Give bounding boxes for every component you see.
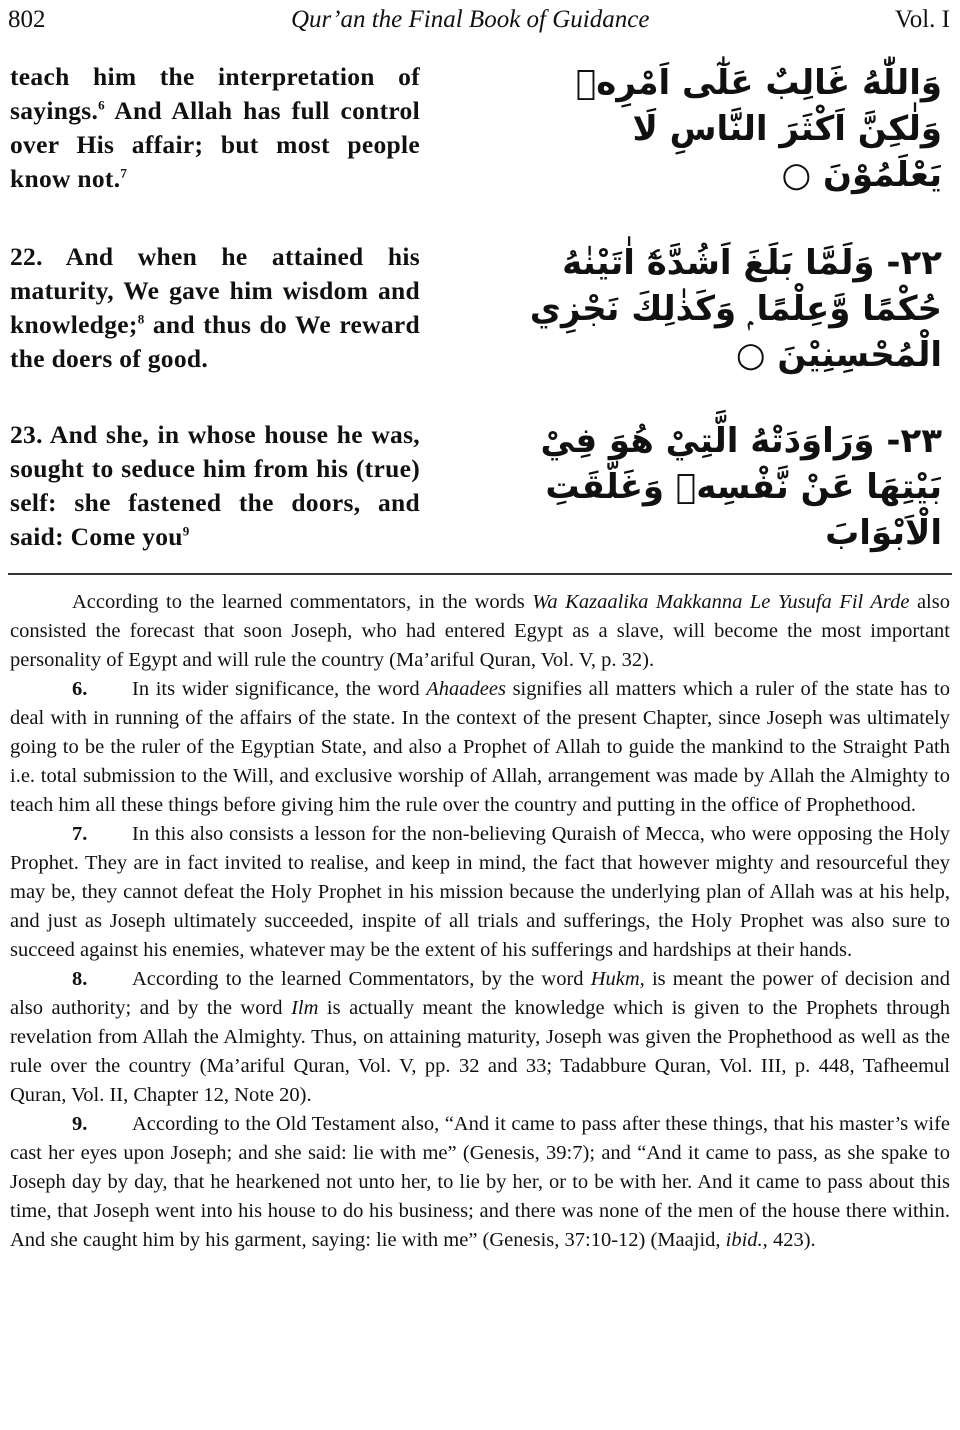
- arabic-verse: ٢٢- وَلَمَّا بَلَغَ اَشُدَّهٗٓ اٰتَيْنٰهُ حُكْمًا وَّعِلْمًا ۭ وَكَذٰلِكَ نَجْزِي الْمُحْسِنِيْنَ ○: [529, 243, 942, 375]
- verse-text: And Allah has full control over His affair; but most people know not.: [10, 96, 420, 193]
- page-header: [8, 0, 950, 40]
- footnote-intro: [10, 588, 950, 675]
- footnote-ref: 7: [120, 165, 128, 181]
- verse-text: 23. And she, in whose house he was, sought to seduce him from his (true) self: she fastened the doors, and said: Come you: [10, 420, 420, 551]
- note-text: In its wider significance, the word: [132, 678, 427, 700]
- footnote-ref: 6: [98, 97, 105, 113]
- footnote-7: [10, 820, 950, 965]
- verse-block: [10, 240, 950, 418]
- footnote-9: [10, 1110, 950, 1255]
- note-text: 423).: [767, 1229, 816, 1251]
- note-term: Ilm: [291, 997, 319, 1019]
- footnote-number: 7.: [72, 823, 88, 845]
- footnote-6: [10, 675, 950, 820]
- footnote-ref: 8: [137, 311, 145, 327]
- verse-translation: [10, 240, 420, 418]
- verse-translation: [10, 60, 420, 220]
- footnote-8: [10, 965, 950, 1110]
- verse-block: [10, 418, 950, 588]
- verse-text: 22. And when he attained his maturity, We gave him wisdom and knowledge;: [10, 242, 420, 339]
- book-title: Qur’an the Final Book of Guidance: [290, 6, 650, 33]
- verse-translation: [10, 418, 420, 588]
- note-term: Wa Kazaalika Makkanna Le Yusufa Fil Arde: [532, 591, 910, 613]
- verse-block: [10, 60, 950, 220]
- note-term: Hukm,: [590, 968, 645, 990]
- note-text: is actually meant the knowledge which is given to the Prophets through revelation from Allah the Almighty. Thus, on attaining maturity, Joseph was given the Prophethood as well as the rule over the country (Ma’ariful Quran, Vol. V, pp. 32 and 33; Tadabbure Quran, Vol. III, p. 448, Tafheemul Quran, Vol. II, Chapter 12, Note 20).: [10, 997, 950, 1106]
- verse-section: [10, 60, 950, 588]
- verse-text: teach him the interpretation of sayings.: [10, 62, 420, 125]
- volume-label: Vol. I: [894, 6, 950, 33]
- arabic-verse: ٢٣- وَرَاوَدَتْهُ الَّتِيْ هُوَ فِيْ بَيْتِهَا عَنْ نَّفْسِهٖ وَغَلَّقَتِ الْاَبْوَابَ: [540, 421, 942, 553]
- note-text: signifies all matters which a ruler of the state has to deal with in running of the affairs of the state. In the context of the present Chapter, since Joseph was ultimately going to be the ruler of the Egyptian State, and also a Prophet of Allah to guide the mankind to the Straight Path i.e. total submission to the Will, and exclusive worship of Allah, arrangement was made by Allah the Almighty to teach him all these things before giving him the rule over the country and putting in the office of Prophethood.: [10, 678, 950, 816]
- footnote-number: 9.: [72, 1113, 88, 1135]
- footnote-number: 8.: [72, 968, 88, 990]
- note-text: According to the Old Testament also, “And it came to pass after these things, that his master’s wife cast her eyes upon Joseph; and she said: lie with me” (Genesis, 39:7); and “And it came to pass, as she spake to Joseph day by day, that he hearkened not unto her, to lie by her, or to be with her. And it came to pass about this time, that Joseph went into his house to do his business; and there was none of the men of the house there within. And she caught him by his garment, saying: lie with me” (Genesis, 37:10-12) (Maajid,: [10, 1113, 950, 1251]
- footnote-ref: 9: [182, 523, 190, 539]
- note-text: In this also consists a lesson for the non-believing Quraish of Mecca, who were opposing the Holy Prophet. They are in fact invited to realise, and keep in mind, the fact that however mighty and resourceful they may be, they cannot defeat the Holy Prophet in his mission because the underlying plan of Allah was at his help, and just as Joseph ultimately succeeded, inspite of all trials and sufferings, the Holy Prophet was also sure to succeed against his enemies, whatever may be the extent of his sufferings and hardships at their hands.: [10, 823, 950, 961]
- verse-text: and thus do We reward the doers of good.: [10, 310, 420, 373]
- footnotes: [10, 588, 950, 1255]
- arabic-verse: وَاللّٰهُ غَالِبٌ عَلٰٓى اَمْرِهٖ وَلٰكِنَّ اَكْثَرَ النَّاسِ لَا يَعْلَمُوْنَ ○: [575, 63, 942, 195]
- note-text: According to the learned commentators, in the words: [72, 591, 533, 613]
- note-text: is meant the power of decision and also authority; and by the word: [10, 968, 951, 1019]
- note-term: Ahaadees: [426, 678, 506, 700]
- page-number: 802: [8, 6, 46, 33]
- note-text: also consisted the forecast that soon Joseph, who had entered Egypt as a slave, will become the most important personality of Egypt and will rule the country (Ma’ariful Quran, Vol. V, p. 32).: [10, 591, 950, 671]
- divider: [8, 573, 952, 575]
- footnote-number: 6.: [72, 678, 88, 700]
- note-term: ibid.,: [725, 1229, 768, 1251]
- note-text: According to the learned Commentators, by the word: [132, 968, 591, 990]
